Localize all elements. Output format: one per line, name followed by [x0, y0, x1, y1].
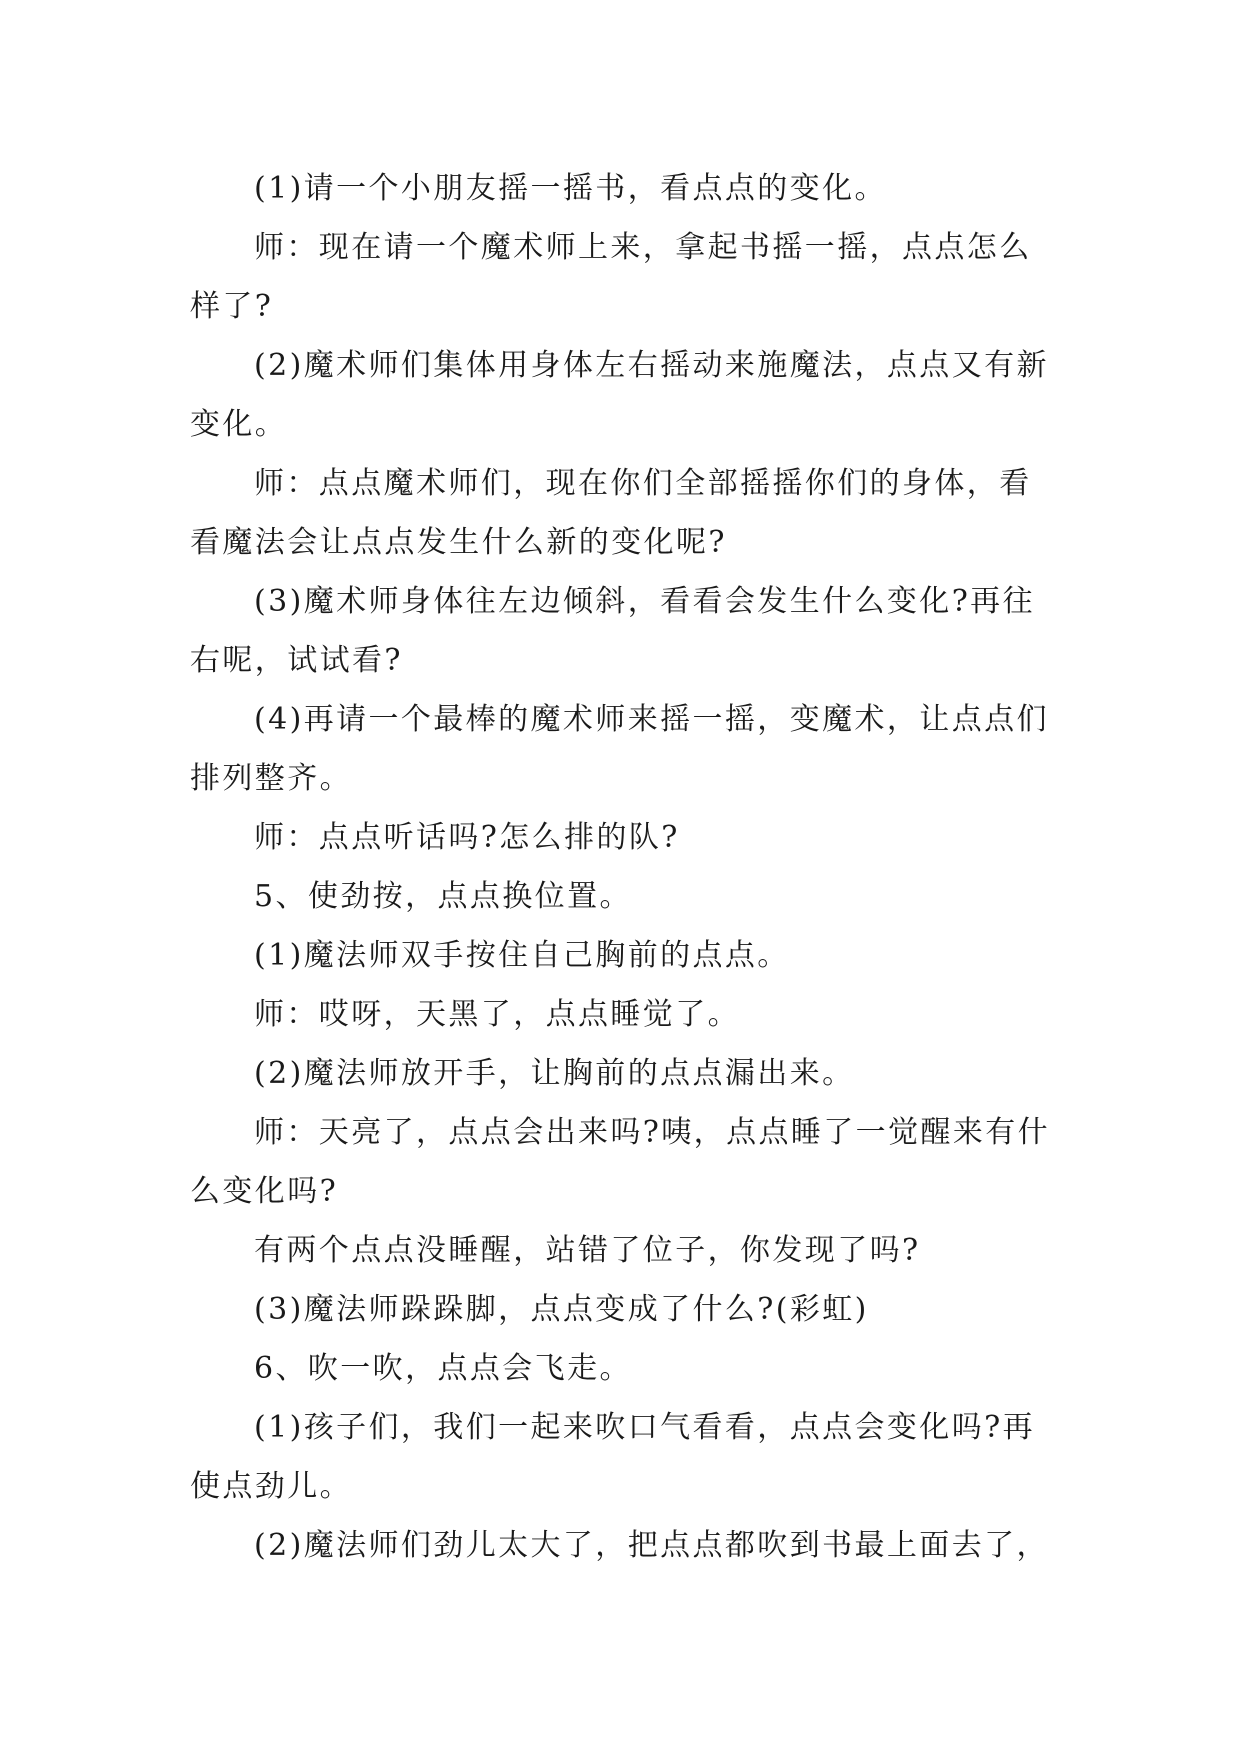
- paragraph: (1)魔法师双手按住自己胸前的点点。: [254, 938, 790, 973]
- section-heading: 5、使劲按，点点换位置。: [254, 879, 632, 914]
- paragraph: 师：点点魔术师们，现在你们全部摇摇你们的身体，看看魔法会让点点发生什么新的变化呢?: [190, 466, 1032, 560]
- paragraph: (3)魔法师跺跺脚，点点变成了什么?(彩虹): [254, 1292, 869, 1327]
- section-heading: 6、吹一吹，点点会飞走。: [254, 1351, 632, 1386]
- paragraph: (4)再请一个最棒的魔术师来摇一摇，变魔术，让点点们排列整齐。: [190, 702, 1049, 796]
- paragraph: (3)魔术师身体往左边倾斜，看看会发生什么变化?再往右呢，试试看?: [190, 584, 1035, 678]
- paragraph: (1)孩子们，我们一起来吹口气看看，点点会变化吗?再使点劲儿。: [190, 1410, 1035, 1504]
- paragraph: 有两个点点没睡醒，站错了位子，你发现了吗?: [254, 1233, 921, 1268]
- paragraph: (1)请一个小朋友摇一摇书，看点点的变化。: [254, 171, 887, 206]
- paragraph: 师：现在请一个魔术师上来，拿起书摇一摇，点点怎么样了?: [190, 230, 1032, 324]
- paragraph: 师：天亮了，点点会出来吗?咦，点点睡了一觉醒来有什么变化吗?: [190, 1115, 1051, 1209]
- paragraph: 师：点点听话吗?怎么排的队?: [254, 820, 680, 855]
- paragraph: (2)魔术师们集体用身体左右摇动来施魔法，点点又有新变化。: [190, 348, 1049, 442]
- paragraph: (2)魔法师放开手，让胸前的点点漏出来。: [254, 1056, 855, 1091]
- paragraph: (2)魔法师们劲儿太大了，把点点都吹到书最上面去了，: [254, 1528, 1049, 1563]
- paragraph: 师：哎呀，天黑了，点点睡觉了。: [254, 997, 740, 1032]
- document-body: [190, 159, 1058, 1575]
